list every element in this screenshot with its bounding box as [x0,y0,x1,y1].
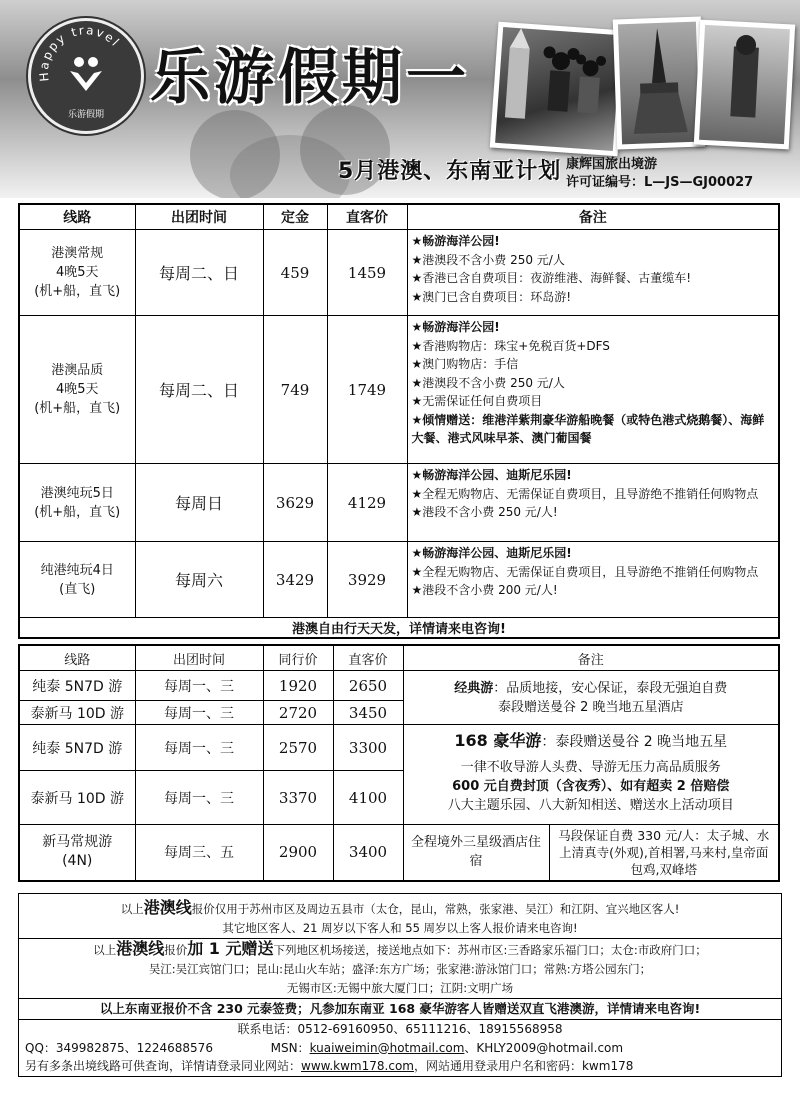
price-cell: 4100 [333,771,403,825]
sea-header-row [19,645,779,671]
subtitle: 5月港澳、东南亚计划 [338,159,562,184]
col-schedule: 出团时间 [135,645,263,671]
agency-name: 康辉国旅出境游 [566,157,658,172]
note-line: ★畅游海洋公园、迪斯尼乐园! [411,468,572,482]
luxury-label: 168 豪华游 [454,731,542,750]
luxury-text: ：泰段赠送曼谷 2 晚当地五星 [541,734,728,750]
route-duration: 4晚5天 [55,265,99,280]
footer-line-3 [19,938,781,960]
route-cell [19,825,135,881]
luxury-line: 600 元自费封顶（含夜秀）、如有超卖 2 倍赔偿 [452,779,730,794]
col-price: 直客价 [333,645,403,671]
route-cell [19,542,135,618]
note-line: ★港澳段不含小费 250 元/人 [411,375,565,390]
free-travel-note: 港澳自由行天天发，详情请来电咨询! [19,618,779,639]
col-price: 直客价 [327,204,407,230]
table-row [19,542,779,618]
route-nights: (4N) [62,853,93,870]
notes-cell [407,316,779,464]
col-schedule: 出团时间 [135,204,263,230]
footer-line-6: 以上东南亚报价不含 230 元泰签费；凡参加东南亚 168 豪华游客人皆赠送双直飞港澳游，详情请来电咨询! [19,998,781,1020]
malaysia-note: 马段保证自费 330 元/人：太子城、水上清真寺(外观),首相署,马来村,皇帝面包鸡,双峰塔 [549,825,779,881]
classic-text: ：品质地接，安心保证，泰段无强迫自费 [493,680,728,696]
southeast-asia-table [18,644,780,882]
route-duration: 4晚5天 [55,382,99,397]
schedule-cell: 每周一、三 [135,671,263,701]
notes-cell [407,230,779,316]
route-name: 新马常规游 [42,834,113,851]
deposit-cell: 3629 [263,464,327,542]
route-transport: (直飞) [59,581,96,597]
happy-travel-logo [28,18,144,134]
text: 以上 [93,943,117,957]
note-line: ★全程无购物店、无需保证自费项目，且导游绝不推销任何购物点 [411,564,759,579]
luxury-line: 一律不收导游人头费、导游无压力高品质服务 [460,760,721,775]
price-cell: 1749 [327,316,407,464]
footer-line-2: 其它地区客人、21 周岁以下客人和 55 周岁以上客人报价请来电咨询! [222,921,578,935]
price-cell: 3300 [333,725,403,771]
price-cell: 3400 [333,825,403,881]
col-notes: 备注 [403,645,779,671]
route-name: 港澳品质 [51,363,104,378]
hk-macau-table [18,203,780,639]
schedule-cell: 每周三、五 [135,825,263,881]
statue-image [699,25,790,144]
classic-line2: 泰段赠送曼谷 2 晚当地五星酒店 [497,699,684,715]
transfer-offer: 加 1 元赠送 [187,939,274,958]
price-cell: 1459 [327,230,407,316]
table-row [19,825,779,881]
note-line: ★香港已含自费项目：夜游维港、海鲜餐、古董缆车! [411,271,692,285]
col-peer-price: 同行价 [263,645,333,671]
disney-photo [490,22,626,157]
website-line [19,1057,781,1076]
msn-email-2: 、KHLY2009@hotmail.com [464,1040,624,1055]
schedule-cell: 每周一、三 [135,701,263,725]
hk-line-label: 港澳线 [116,939,165,958]
route-cell [19,316,135,464]
route-cell [19,464,135,542]
schedule-cell: 每周一、三 [135,771,263,825]
text: 下列地区机场接送，接送地点如下：苏州市区:三香路家乐福门口；太仓:市政府门口； [273,943,707,957]
price-cell: 2650 [333,671,403,701]
peer-price-cell: 2570 [263,725,333,771]
msn-email-link[interactable]: kuaiweimin@hotmail.com [309,1040,465,1055]
footer-line-5: 无锡市区:无锡中旅大厦门口；江阴:文明广场 [286,981,514,995]
text: 报价 [164,943,188,957]
note-line: ★畅游海洋公园! [411,234,500,248]
col-notes: 备注 [407,204,779,230]
route-cell: 泰新马 10D 游 [19,701,135,725]
table-row [19,671,779,701]
classic-tour-note [403,671,779,725]
classic-label: 经典游 [454,680,494,696]
footer-notes [18,893,782,1077]
text: 另有多条出境线路可供查询，详情请登录同业网站： [25,1059,302,1073]
footer-line-1 [19,894,781,919]
price-cell: 3929 [327,542,407,618]
dancing-figure-icon [66,53,106,93]
note-line: ★畅游海洋公园! [411,320,500,334]
schedule-cell: 每周一、三 [135,725,263,771]
table-row [19,725,779,771]
note-line: ★澳门购物店：手信 [411,357,519,371]
route-cell: 纯泰 5N7D 游 [19,725,135,771]
price-cell: 3450 [333,701,403,725]
route-name: 纯港纯玩4日 [40,562,114,578]
col-route: 线路 [19,204,135,230]
main-title: 乐游假期一 [150,43,470,113]
note-line: ★港段不含小费 250 元/人! [411,505,558,519]
note-line: ★香港购物店：珠宝+免税百货+DFS [411,338,610,353]
license-number: 许可证编号：L—JS—GJ00027 [566,175,754,190]
notes-cell [407,542,779,618]
route-cell: 纯泰 5N7D 游 [19,671,135,701]
table-row [19,230,779,316]
statue-photo [694,20,795,150]
luxury-tour-note [403,725,779,825]
temple-photo [613,17,705,150]
price-cell: 4129 [327,464,407,542]
temple-image [618,22,700,145]
hotel-note: 全程境外三星级酒店住宿 [403,825,549,881]
route-transport: (机+船，直飞) [34,401,121,416]
col-route: 线路 [19,645,135,671]
agency-info [566,156,753,192]
msn-label: MSN： [270,1040,310,1055]
route-cell: 泰新马 10D 游 [19,771,135,825]
schedule-cell: 每周日 [135,464,263,542]
peer-price-cell: 1920 [263,671,333,701]
schedule-cell: 每周二、日 [135,230,263,316]
contact-im [19,1039,781,1058]
deposit-cell: 749 [263,316,327,464]
note-line: ★港澳段不含小费 250 元/人 [411,252,565,267]
hk-header-row [19,204,779,230]
text: 报价仅用于苏州市区及周边五县市（太仓，昆山，常熟，张家港、吴江）和江阴、宜兴地区客人! [191,902,680,916]
route-name: 港澳常规 [51,246,104,261]
header-banner [0,0,800,198]
deposit-cell: 459 [263,230,327,316]
text: ，网站通用登录用户名和密码：kwm178 [413,1059,634,1073]
route-transport: (机+船，直飞) [34,284,121,299]
qq-numbers: QQ：349982875、1224688576 [25,1040,213,1055]
luxury-line: 八大主题乐园、八大新知相送、赠送水上活动项目 [447,798,734,813]
route-name: 港澳纯玩5日 [40,485,114,501]
route-transport: (机+船，直飞) [34,504,121,520]
website-link[interactable]: www.kwm178.com [301,1059,414,1073]
note-line: ★倾情赠送：维港洋紫荆豪华游船晚餐（或特色港式烧鹅餐）、海鲜大餐、港式风味早茶、澳门葡国餐 [411,412,765,445]
note-line: ★无需保证任何自费项目 [411,394,543,408]
schedule-cell: 每周二、日 [135,316,263,464]
mickey-minnie-image [495,27,621,151]
hk-line-label: 港澳线 [143,898,192,917]
peer-price-cell: 2720 [263,701,333,725]
col-deposit: 定金 [263,204,327,230]
footer-line-4: 吴江:吴江宾馆门口；昆山:昆山火车站；盛泽:东方广场；张家港:游泳馆门口；常熟:方塔公园东门； [148,962,652,976]
free-travel-row [19,618,779,639]
contact-phone: 联系电话：0512-69160950、65111216、18915568958 [237,1022,563,1036]
text: 以上 [120,902,144,916]
logo-ring-text: Happy travel [36,23,124,83]
peer-price-cell: 2900 [263,825,333,881]
schedule-cell: 每周六 [135,542,263,618]
table-row [19,316,779,464]
route-cell [19,230,135,316]
note-line: ★畅游海洋公园、迪斯尼乐园! [411,546,572,560]
peer-price-cell: 3370 [263,771,333,825]
logo-bottom-text: 乐游假期 [67,110,104,120]
notes-cell [407,464,779,542]
deposit-cell: 3429 [263,542,327,618]
table-row [19,464,779,542]
note-line: ★港段不含小费 200 元/人! [411,583,558,597]
note-line: ★全程无购物店、无需保证自费项目，且导游绝不推销任何购物点 [411,486,759,501]
note-line: ★澳门已含自费项目：环岛游! [411,289,572,304]
